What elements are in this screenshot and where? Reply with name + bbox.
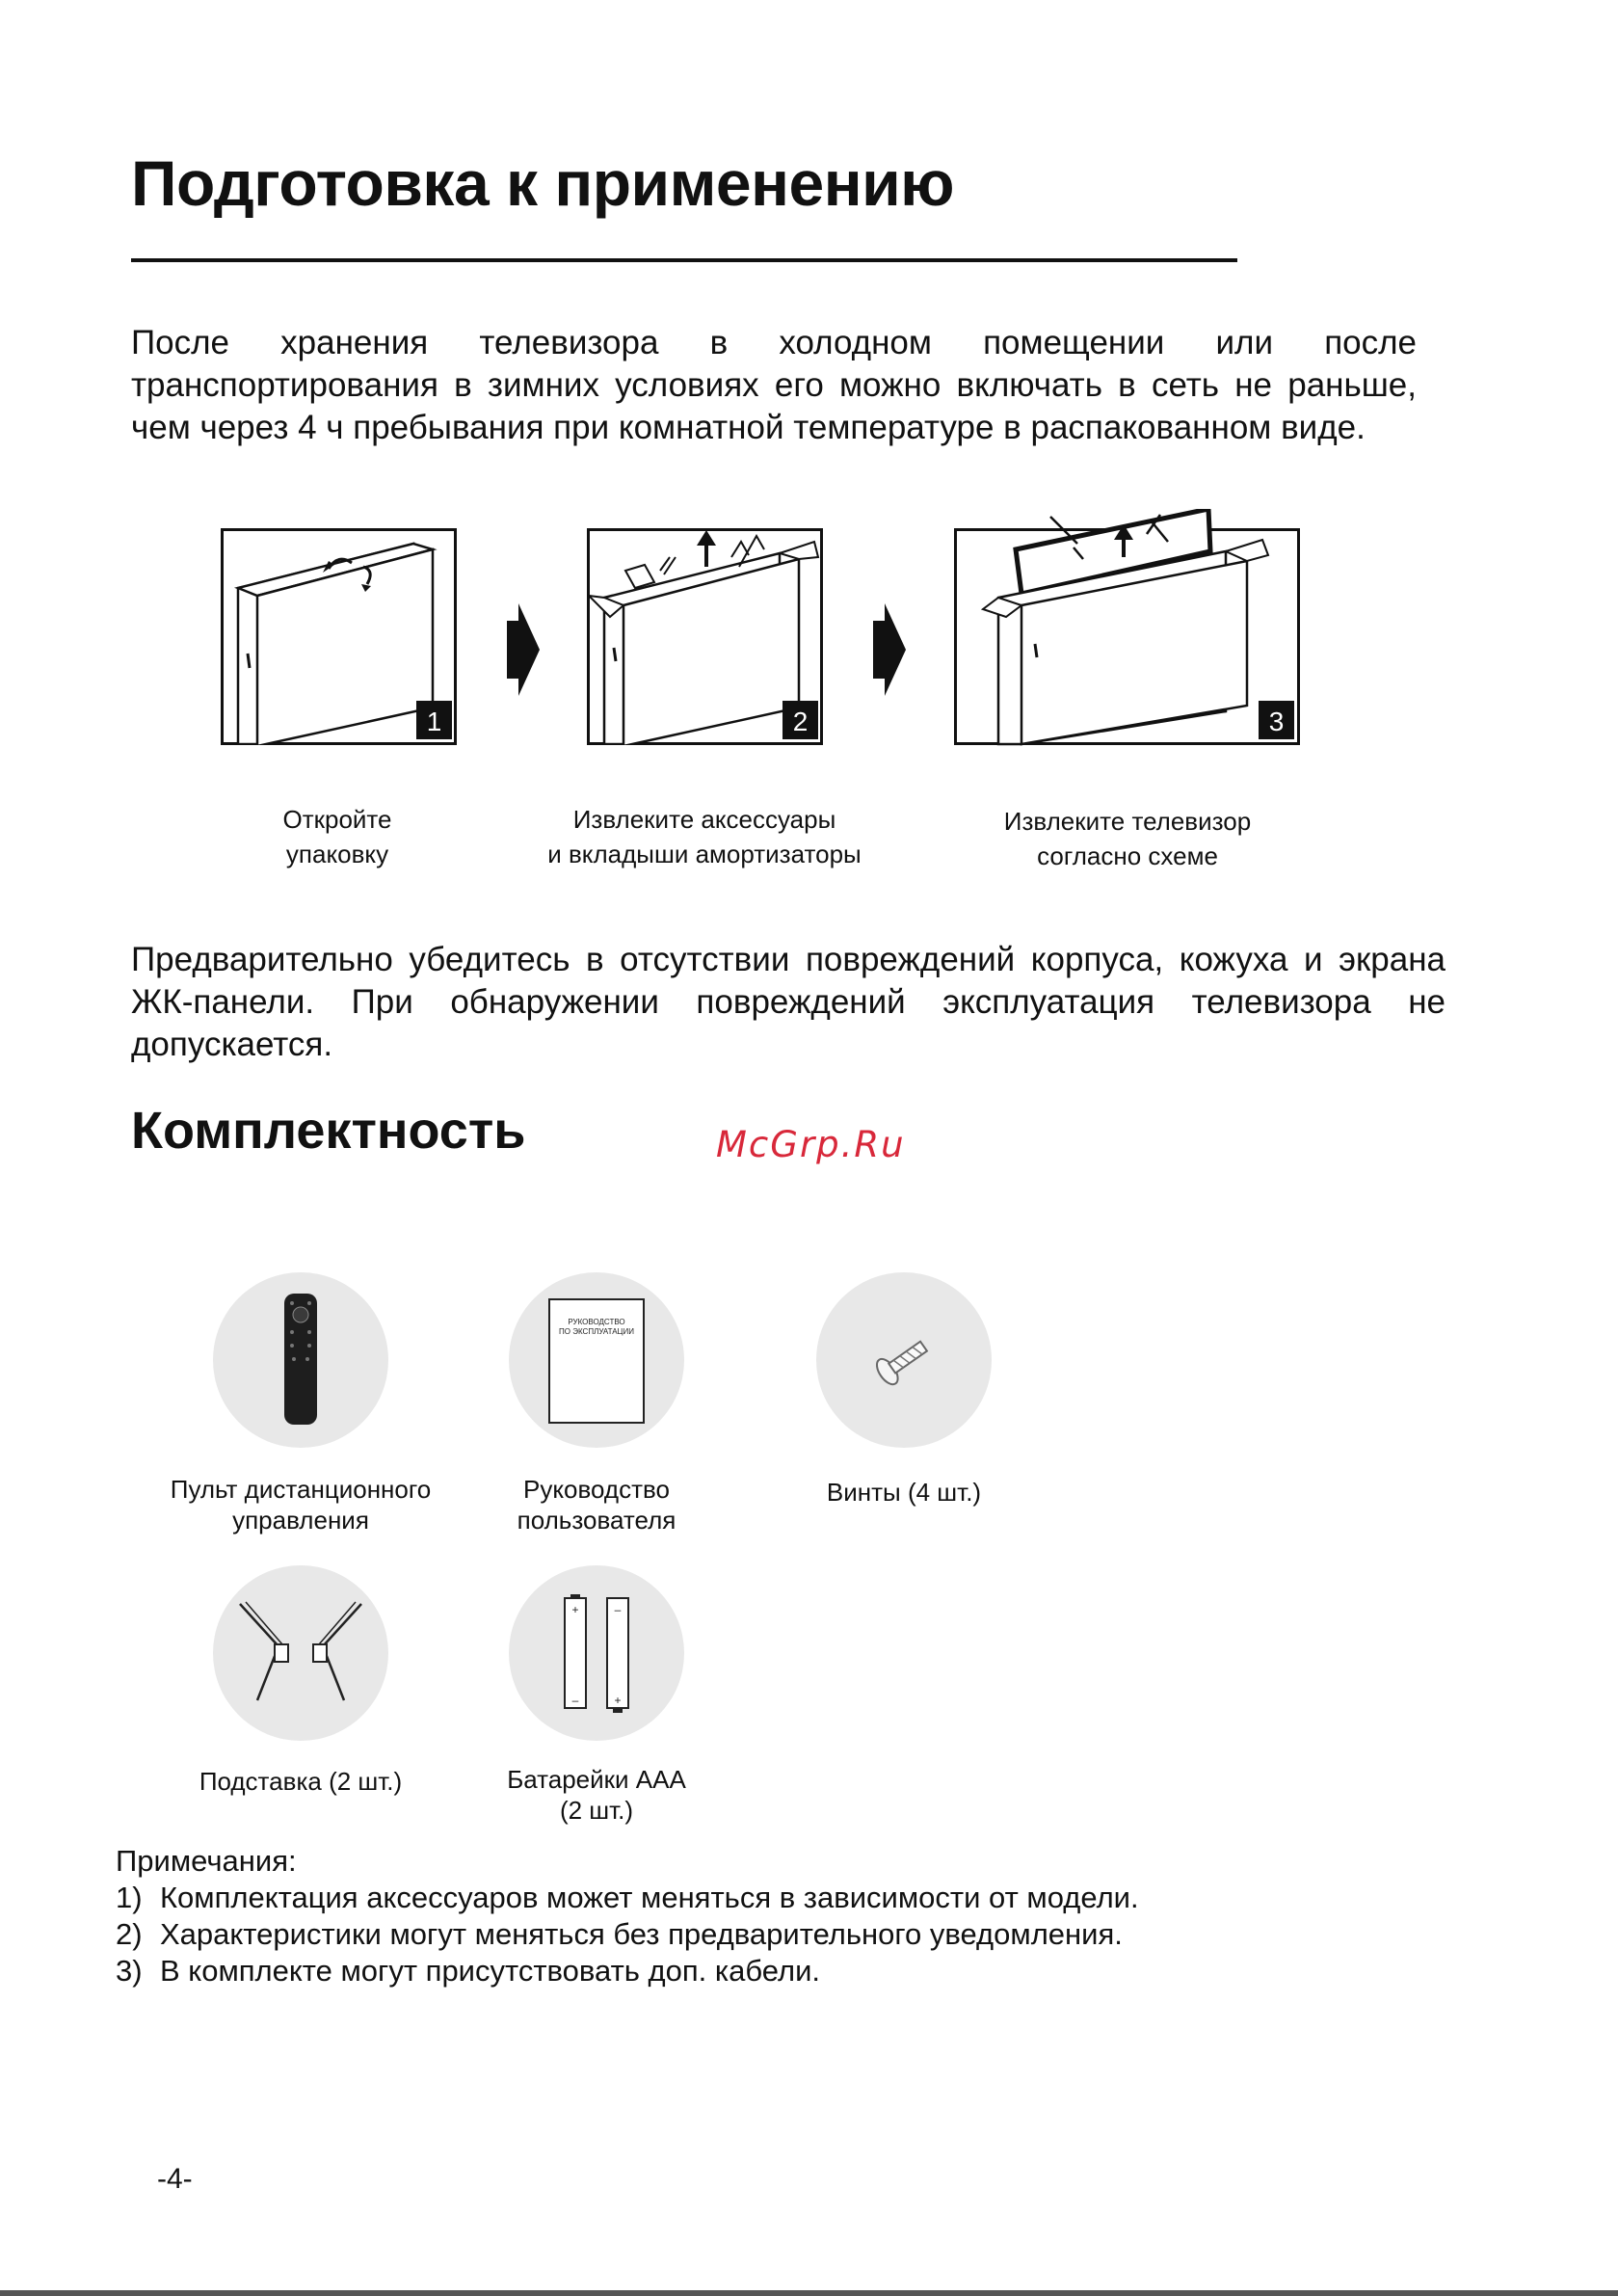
step-arrow-icon xyxy=(505,603,542,701)
svg-text:+: + xyxy=(571,1603,579,1616)
accessory-stand xyxy=(213,1565,388,1741)
list-item: 3) В комплекте могут присутствовать доп. кабели. xyxy=(116,1954,821,1988)
open-box-icon xyxy=(221,528,457,745)
accessory-label-screws: Винты (4 шт.) xyxy=(826,1478,982,1507)
manual-cover-line: ПО ЭКСПЛУАТАЦИИ xyxy=(559,1327,634,1336)
step-arrow-icon xyxy=(871,603,908,701)
accessory-label-batteries: Батарейки AAA (2 шт.) xyxy=(507,1765,686,1825)
battery-icon xyxy=(509,1565,684,1741)
stand-icon xyxy=(213,1565,388,1741)
accessory-label-manual: Руководство пользователя xyxy=(517,1475,676,1535)
svg-text:–: – xyxy=(614,1603,622,1616)
accessory-batteries xyxy=(509,1565,684,1741)
step-caption-1: Откройте упаковку xyxy=(282,805,392,868)
step-number: 3 xyxy=(1268,707,1285,736)
accessory-screws xyxy=(816,1272,992,1448)
title-underline xyxy=(131,258,1237,262)
package-contents-heading: Комплектность xyxy=(131,1102,526,1160)
screw-icon xyxy=(816,1272,992,1448)
svg-text:–: – xyxy=(571,1694,579,1707)
storage-paragraph: После хранения телевизора в холодном помещении или после транспортирования в зимних условиях его можно включать в сеть не раньше, чем через 4 ч пребывания при комнатной температуре в распакованном виде. xyxy=(131,324,1417,446)
user-manual-icon xyxy=(509,1272,684,1448)
unpack-step-2-illustration xyxy=(587,528,823,750)
unpack-step-3-illustration xyxy=(954,509,1301,751)
tv-removal-box-icon xyxy=(954,509,1301,746)
notes-block xyxy=(116,1843,1139,1989)
bottom-border xyxy=(0,2290,1618,2296)
manual-cover-line: РУКОВОДСТВО xyxy=(568,1318,625,1326)
accessory-label-stand: Подставка (2 шт.) xyxy=(199,1767,403,1796)
unpack-step-1-illustration xyxy=(221,528,457,750)
list-item: 1) Комплектация аксессуаров может меняться в зависимости от модели. xyxy=(116,1881,1139,1914)
accessory-manual xyxy=(509,1272,684,1448)
step-caption-3: Извлеките телевизор согласно схеме xyxy=(1003,807,1252,870)
watermark: McGrp.Ru xyxy=(716,1124,906,1165)
accessory-remote xyxy=(213,1272,388,1448)
step-caption-2: Извлеките аксессуары и вкладыши амортизаторы xyxy=(547,805,862,868)
accessory-label-remote: Пульт дистанционного управления xyxy=(170,1475,432,1535)
remote-control-icon xyxy=(213,1272,388,1448)
page-number: -4- xyxy=(157,2163,193,2195)
notes-heading: Примечания: xyxy=(116,1844,297,1878)
step-number: 1 xyxy=(426,707,442,736)
damage-check-paragraph: Предварительно убедитесь в отсутствии повреждений корпуса, кожуха и экрана ЖК-панели. При обнаружении повреждений эксплуатация телевизора не допускается. xyxy=(131,941,1446,1063)
page-title: Подготовка к применению xyxy=(131,147,955,219)
step-number: 2 xyxy=(792,707,809,736)
list-item: 2) Характеристики могут меняться без предварительного уведомления. xyxy=(116,1917,1123,1951)
accessories-box-icon xyxy=(587,528,823,745)
svg-text:+: + xyxy=(614,1694,622,1707)
